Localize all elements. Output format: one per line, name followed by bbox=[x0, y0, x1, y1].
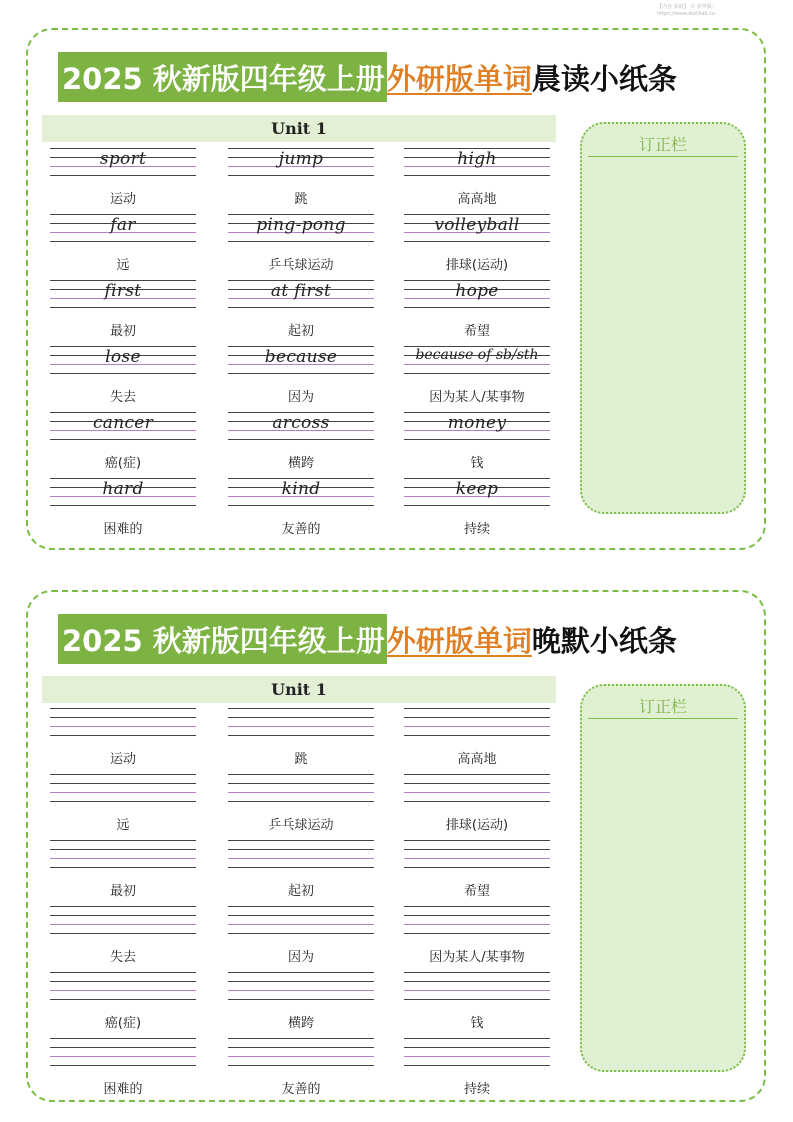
guide-line bbox=[404, 972, 550, 973]
title-subject-label: 外研版单词 bbox=[386, 61, 532, 96]
guide-line bbox=[404, 717, 550, 718]
correction-label: 订正栏 bbox=[638, 697, 687, 716]
chinese-meaning: 起初 bbox=[287, 324, 314, 339]
english-word: high bbox=[457, 149, 497, 169]
four-line-writing-area[interactable] bbox=[228, 708, 374, 736]
unit-header: Unit 1 bbox=[42, 115, 556, 142]
morning-title bbox=[58, 52, 677, 102]
four-line-writing-area[interactable] bbox=[404, 774, 550, 802]
guide-line bbox=[228, 241, 374, 242]
chinese-meaning: 持续 bbox=[463, 522, 490, 537]
guide-line bbox=[50, 307, 196, 308]
guide-line bbox=[228, 933, 374, 934]
guide-line bbox=[404, 175, 550, 176]
english-word: arcoss bbox=[272, 413, 330, 433]
guide-line bbox=[404, 307, 550, 308]
guide-line bbox=[404, 990, 550, 991]
guide-line bbox=[50, 840, 196, 841]
four-line-writing-area[interactable] bbox=[404, 1038, 550, 1066]
guide-line bbox=[50, 858, 196, 859]
title-grade-label: 2025 秋新版四年级上册 bbox=[58, 614, 387, 664]
chinese-meaning: 友善的 bbox=[281, 1082, 321, 1097]
english-word: jump bbox=[278, 149, 324, 169]
guide-line bbox=[228, 906, 374, 907]
english-word: far bbox=[110, 215, 136, 235]
guide-line bbox=[50, 924, 196, 925]
morning-reading-card bbox=[26, 28, 766, 550]
chinese-meaning: 因为 bbox=[287, 390, 314, 405]
chinese-meaning: 困难的 bbox=[103, 1082, 143, 1097]
four-line-writing-area[interactable] bbox=[50, 840, 196, 868]
four-line-writing-area[interactable] bbox=[50, 972, 196, 1000]
guide-line bbox=[50, 708, 196, 709]
four-line-writing-area[interactable] bbox=[404, 972, 550, 1000]
four-line-writing-area[interactable] bbox=[228, 774, 374, 802]
guide-line bbox=[228, 990, 374, 991]
guide-line bbox=[50, 439, 196, 440]
guide-line bbox=[404, 924, 550, 925]
guide-line bbox=[228, 801, 374, 802]
chinese-meaning: 乒乓球运动 bbox=[268, 818, 334, 833]
english-word: hope bbox=[455, 281, 499, 301]
guide-line bbox=[404, 783, 550, 784]
chinese-meaning: 钱 bbox=[470, 456, 484, 471]
guide-line bbox=[404, 867, 550, 868]
guide-line bbox=[404, 840, 550, 841]
guide-line bbox=[50, 849, 196, 850]
four-line-writing-area[interactable] bbox=[404, 708, 550, 736]
chinese-meaning: 最初 bbox=[109, 884, 136, 899]
guide-line bbox=[404, 981, 550, 982]
english-word: kind bbox=[281, 479, 321, 499]
english-word: keep bbox=[455, 479, 499, 499]
guide-line bbox=[50, 972, 196, 973]
guide-line bbox=[404, 801, 550, 802]
four-line-writing-area[interactable] bbox=[50, 906, 196, 934]
guide-line bbox=[50, 867, 196, 868]
guide-line bbox=[228, 915, 374, 916]
chinese-meaning: 乒乓球运动 bbox=[268, 258, 334, 273]
four-line-writing-area[interactable] bbox=[404, 840, 550, 868]
guide-line bbox=[50, 906, 196, 907]
chinese-meaning: 癌(症) bbox=[104, 1016, 142, 1031]
guide-line bbox=[228, 708, 374, 709]
chinese-meaning: 因为某人/某事物 bbox=[429, 950, 525, 965]
guide-line bbox=[228, 849, 374, 850]
chinese-meaning: 失去 bbox=[109, 390, 136, 405]
correction-label: 订正栏 bbox=[638, 135, 687, 154]
four-line-writing-area[interactable] bbox=[50, 774, 196, 802]
guide-line bbox=[228, 840, 374, 841]
guide-line bbox=[404, 726, 550, 727]
guide-line bbox=[50, 990, 196, 991]
english-word: because bbox=[264, 347, 338, 367]
four-line-writing-area[interactable] bbox=[50, 1038, 196, 1066]
english-word: money bbox=[447, 413, 507, 433]
chinese-meaning: 困难的 bbox=[103, 522, 143, 537]
guide-line bbox=[404, 792, 550, 793]
guide-line bbox=[404, 933, 550, 934]
guide-line bbox=[404, 373, 550, 374]
guide-line bbox=[50, 999, 196, 1000]
chinese-meaning: 运动 bbox=[109, 192, 136, 207]
guide-line bbox=[228, 924, 374, 925]
english-word: volleyball bbox=[434, 215, 520, 235]
guide-line bbox=[404, 439, 550, 440]
guide-line bbox=[404, 241, 550, 242]
guide-line bbox=[228, 792, 374, 793]
guide-line bbox=[404, 999, 550, 1000]
guide-line bbox=[50, 717, 196, 718]
chinese-meaning: 横跨 bbox=[287, 456, 314, 471]
unit-header: Unit 1 bbox=[42, 676, 556, 703]
title-subject-label: 外研版单词 bbox=[386, 623, 532, 658]
english-word: sport bbox=[99, 149, 147, 169]
guide-line bbox=[228, 1056, 374, 1057]
guide-line bbox=[50, 726, 196, 727]
english-word: lose bbox=[105, 347, 141, 367]
watermark-line-1: 【内容 获取】 有 获得服： bbox=[657, 4, 717, 10]
watermark bbox=[657, 4, 777, 18]
evening-title bbox=[58, 614, 677, 664]
guide-line bbox=[228, 999, 374, 1000]
guide-line bbox=[228, 858, 374, 859]
english-word: cancer bbox=[92, 413, 154, 433]
chinese-meaning: 跳 bbox=[294, 192, 308, 207]
chinese-meaning: 钱 bbox=[470, 1016, 484, 1031]
guide-line bbox=[228, 726, 374, 727]
english-word: first bbox=[104, 281, 142, 301]
chinese-meaning: 高高地 bbox=[457, 192, 497, 207]
guide-line bbox=[404, 1038, 550, 1039]
guide-line bbox=[404, 708, 550, 709]
guide-line bbox=[50, 933, 196, 934]
english-word: at first bbox=[270, 281, 332, 301]
guide-line bbox=[404, 505, 550, 506]
correction-divider bbox=[588, 718, 738, 719]
chinese-meaning: 运动 bbox=[109, 752, 136, 767]
guide-line bbox=[228, 1038, 374, 1039]
guide-line bbox=[404, 774, 550, 775]
english-word: because of sb/sth bbox=[415, 347, 539, 363]
guide-line bbox=[50, 241, 196, 242]
guide-line bbox=[50, 981, 196, 982]
guide-line bbox=[404, 906, 550, 907]
correction-panel[interactable] bbox=[580, 684, 746, 1072]
four-line-writing-area[interactable] bbox=[404, 906, 550, 934]
chinese-meaning: 癌(症) bbox=[104, 456, 142, 471]
four-line-writing-area[interactable] bbox=[228, 972, 374, 1000]
guide-line bbox=[50, 774, 196, 775]
correction-panel[interactable] bbox=[580, 122, 746, 514]
guide-line bbox=[50, 373, 196, 374]
guide-line bbox=[50, 783, 196, 784]
chinese-meaning: 最初 bbox=[109, 324, 136, 339]
correction-divider bbox=[588, 156, 738, 157]
guide-line bbox=[50, 735, 196, 736]
guide-line bbox=[228, 373, 374, 374]
guide-line bbox=[228, 1065, 374, 1066]
english-word: hard bbox=[102, 479, 144, 499]
guide-line bbox=[228, 867, 374, 868]
chinese-meaning: 希望 bbox=[463, 324, 490, 339]
chinese-meaning: 远 bbox=[116, 258, 130, 273]
four-line-writing-area[interactable] bbox=[228, 906, 374, 934]
chinese-meaning: 失去 bbox=[109, 950, 136, 965]
guide-line bbox=[228, 717, 374, 718]
chinese-meaning: 远 bbox=[116, 818, 130, 833]
guide-line bbox=[404, 858, 550, 859]
guide-line bbox=[50, 1047, 196, 1048]
chinese-meaning: 起初 bbox=[287, 884, 314, 899]
chinese-meaning: 友善的 bbox=[281, 522, 321, 537]
chinese-meaning: 因为 bbox=[287, 950, 314, 965]
guide-line bbox=[404, 915, 550, 916]
four-line-writing-area[interactable] bbox=[50, 708, 196, 736]
guide-line bbox=[228, 735, 374, 736]
guide-line bbox=[228, 307, 374, 308]
chinese-meaning: 高高地 bbox=[457, 752, 497, 767]
title-grade-label: 2025 秋新版四年级上册 bbox=[58, 52, 387, 102]
guide-line bbox=[404, 1065, 550, 1066]
chinese-meaning: 排球(运动) bbox=[445, 258, 509, 273]
chinese-meaning: 排球(运动) bbox=[445, 818, 509, 833]
guide-line bbox=[50, 792, 196, 793]
guide-line bbox=[50, 915, 196, 916]
guide-line bbox=[228, 783, 374, 784]
chinese-meaning: 持续 bbox=[463, 1082, 490, 1097]
chinese-meaning: 跳 bbox=[294, 752, 308, 767]
title-slip-label: 晚默小纸条 bbox=[531, 623, 677, 658]
guide-line bbox=[228, 505, 374, 506]
guide-line bbox=[404, 735, 550, 736]
english-word: ping-pong bbox=[256, 215, 346, 235]
guide-line bbox=[50, 1056, 196, 1057]
guide-line bbox=[228, 175, 374, 176]
guide-line bbox=[50, 1065, 196, 1066]
guide-line bbox=[50, 505, 196, 506]
four-line-writing-area[interactable] bbox=[228, 1038, 374, 1066]
chinese-meaning: 希望 bbox=[463, 884, 490, 899]
guide-line bbox=[404, 1047, 550, 1048]
four-line-writing-area[interactable] bbox=[228, 840, 374, 868]
guide-line bbox=[404, 364, 550, 365]
evening-dictation-card bbox=[26, 590, 766, 1102]
guide-line bbox=[228, 981, 374, 982]
watermark-line-2: https://www.doclilab.co bbox=[657, 11, 716, 17]
chinese-meaning: 因为某人/某事物 bbox=[429, 390, 525, 405]
guide-line bbox=[228, 972, 374, 973]
guide-line bbox=[50, 801, 196, 802]
chinese-meaning: 横跨 bbox=[287, 1016, 314, 1031]
guide-line bbox=[228, 439, 374, 440]
title-slip-label: 晨读小纸条 bbox=[531, 61, 677, 96]
guide-line bbox=[228, 774, 374, 775]
guide-line bbox=[404, 849, 550, 850]
guide-line bbox=[404, 1056, 550, 1057]
guide-line bbox=[50, 1038, 196, 1039]
guide-line bbox=[50, 175, 196, 176]
guide-line bbox=[228, 1047, 374, 1048]
